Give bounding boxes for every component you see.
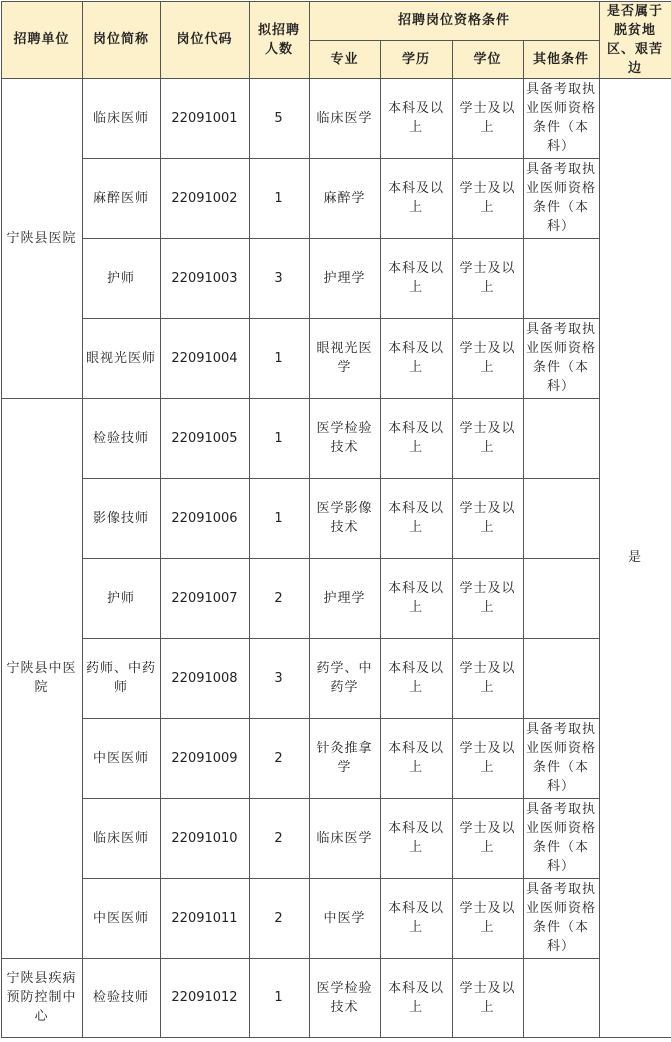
education-cell: 本科及以上 (380, 638, 452, 718)
major-cell: 护理学 (309, 238, 380, 318)
post-code-cell: 22091011 (160, 878, 249, 958)
count-cell: 3 (249, 238, 309, 318)
post-name-cell: 护师 (82, 558, 160, 638)
table-row (1, 638, 671, 718)
header-other: 其他条件 (523, 40, 599, 78)
header-post-name: 岗位简称 (82, 1, 160, 78)
degree-cell: 学士及以上 (452, 318, 523, 398)
header-education: 学历 (380, 40, 452, 78)
education-cell: 本科及以上 (380, 478, 452, 558)
degree-cell: 学士及以上 (452, 798, 523, 878)
post-name-cell: 临床医师 (82, 78, 160, 158)
education-cell: 本科及以上 (380, 878, 452, 958)
other-cell: 具备考取执业医师资格条件（本科） (523, 78, 599, 158)
major-cell: 针灸推拿学 (309, 718, 380, 798)
post-name-cell: 药师、中药师 (82, 638, 160, 718)
post-name-cell: 麻醉医师 (82, 158, 160, 238)
header-poverty: 是否属于脱贫地区、艰苦边 (599, 1, 671, 78)
post-name-cell: 眼视光医师 (82, 318, 160, 398)
count-cell: 1 (249, 158, 309, 238)
other-cell (523, 558, 599, 638)
header-count: 拟招聘人数 (249, 1, 309, 78)
post-code-cell: 22091012 (160, 958, 249, 1037)
table-row (1, 78, 671, 158)
major-cell: 临床医学 (309, 78, 380, 158)
degree-cell: 学士及以上 (452, 78, 523, 158)
education-cell: 本科及以上 (380, 718, 452, 798)
post-code-cell: 22091008 (160, 638, 249, 718)
table-row (1, 798, 671, 878)
other-cell: 具备考取执业医师资格条件（本科） (523, 878, 599, 958)
degree-cell: 学士及以上 (452, 478, 523, 558)
degree-cell: 学士及以上 (452, 398, 523, 478)
table-row (1, 718, 671, 798)
header-degree: 学位 (452, 40, 523, 78)
education-cell: 本科及以上 (380, 558, 452, 638)
major-cell: 麻醉学 (309, 158, 380, 238)
education-cell: 本科及以上 (380, 958, 452, 1037)
table-row (1, 558, 671, 638)
education-cell: 本科及以上 (380, 238, 452, 318)
post-name-cell: 中医医师 (82, 718, 160, 798)
major-cell: 医学检验技术 (309, 958, 380, 1037)
post-name-cell: 临床医师 (82, 798, 160, 878)
degree-cell: 学士及以上 (452, 638, 523, 718)
other-cell (523, 238, 599, 318)
table-row (1, 398, 671, 478)
poverty-cell: 是 (599, 78, 671, 1037)
count-cell: 1 (249, 958, 309, 1037)
post-name-cell: 检验技师 (82, 398, 160, 478)
table-row (1, 238, 671, 318)
degree-cell: 学士及以上 (452, 158, 523, 238)
major-cell: 临床医学 (309, 798, 380, 878)
education-cell: 本科及以上 (380, 158, 452, 238)
post-name-cell: 影像技师 (82, 478, 160, 558)
table-row (1, 878, 671, 958)
other-cell (523, 638, 599, 718)
major-cell: 医学检验技术 (309, 398, 380, 478)
education-cell: 本科及以上 (380, 318, 452, 398)
degree-cell: 学士及以上 (452, 238, 523, 318)
education-cell: 本科及以上 (380, 398, 452, 478)
major-cell: 中医学 (309, 878, 380, 958)
header-post-code: 岗位代码 (160, 1, 249, 78)
degree-cell: 学士及以上 (452, 558, 523, 638)
post-code-cell: 22091001 (160, 78, 249, 158)
count-cell: 1 (249, 318, 309, 398)
other-cell (523, 478, 599, 558)
post-code-cell: 22091010 (160, 798, 249, 878)
count-cell: 5 (249, 78, 309, 158)
post-code-cell: 22091009 (160, 718, 249, 798)
table-row (1, 958, 671, 1037)
education-cell: 本科及以上 (380, 78, 452, 158)
unit-cell: 宁陕县疾病预防控制中心 (1, 958, 82, 1037)
major-cell: 药学、中药学 (309, 638, 380, 718)
post-name-cell: 中医医师 (82, 878, 160, 958)
degree-cell: 学士及以上 (452, 958, 523, 1037)
table-row (1, 478, 671, 558)
unit-cell: 宁陕县中医院 (1, 398, 82, 958)
count-cell: 3 (249, 638, 309, 718)
unit-cell: 宁陕县医院 (1, 78, 82, 398)
recruitment-table (1, 1, 671, 1038)
other-cell (523, 958, 599, 1037)
major-cell: 护理学 (309, 558, 380, 638)
count-cell: 2 (249, 718, 309, 798)
header-unit: 招聘单位 (1, 1, 82, 78)
table-row (1, 158, 671, 238)
post-name-cell: 护师 (82, 238, 160, 318)
header-conditions-group: 招聘岗位资格条件 (309, 1, 599, 40)
post-code-cell: 22091002 (160, 158, 249, 238)
major-cell: 医学影像技术 (309, 478, 380, 558)
table-row (1, 318, 671, 398)
other-cell: 具备考取执业医师资格条件（本科） (523, 718, 599, 798)
post-code-cell: 22091003 (160, 238, 249, 318)
count-cell: 2 (249, 878, 309, 958)
degree-cell: 学士及以上 (452, 878, 523, 958)
other-cell: 具备考取执业医师资格条件（本科） (523, 798, 599, 878)
count-cell: 2 (249, 798, 309, 878)
major-cell: 眼视光医学 (309, 318, 380, 398)
other-cell (523, 398, 599, 478)
post-code-cell: 22091005 (160, 398, 249, 478)
post-name-cell: 检验技师 (82, 958, 160, 1037)
header-major: 专业 (309, 40, 380, 78)
count-cell: 2 (249, 558, 309, 638)
degree-cell: 学士及以上 (452, 718, 523, 798)
other-cell: 具备考取执业医师资格条件（本科） (523, 318, 599, 398)
post-code-cell: 22091006 (160, 478, 249, 558)
post-code-cell: 22091004 (160, 318, 249, 398)
count-cell: 1 (249, 398, 309, 478)
count-cell: 1 (249, 478, 309, 558)
education-cell: 本科及以上 (380, 798, 452, 878)
post-code-cell: 22091007 (160, 558, 249, 638)
other-cell: 具备考取执业医师资格条件（本科） (523, 158, 599, 238)
